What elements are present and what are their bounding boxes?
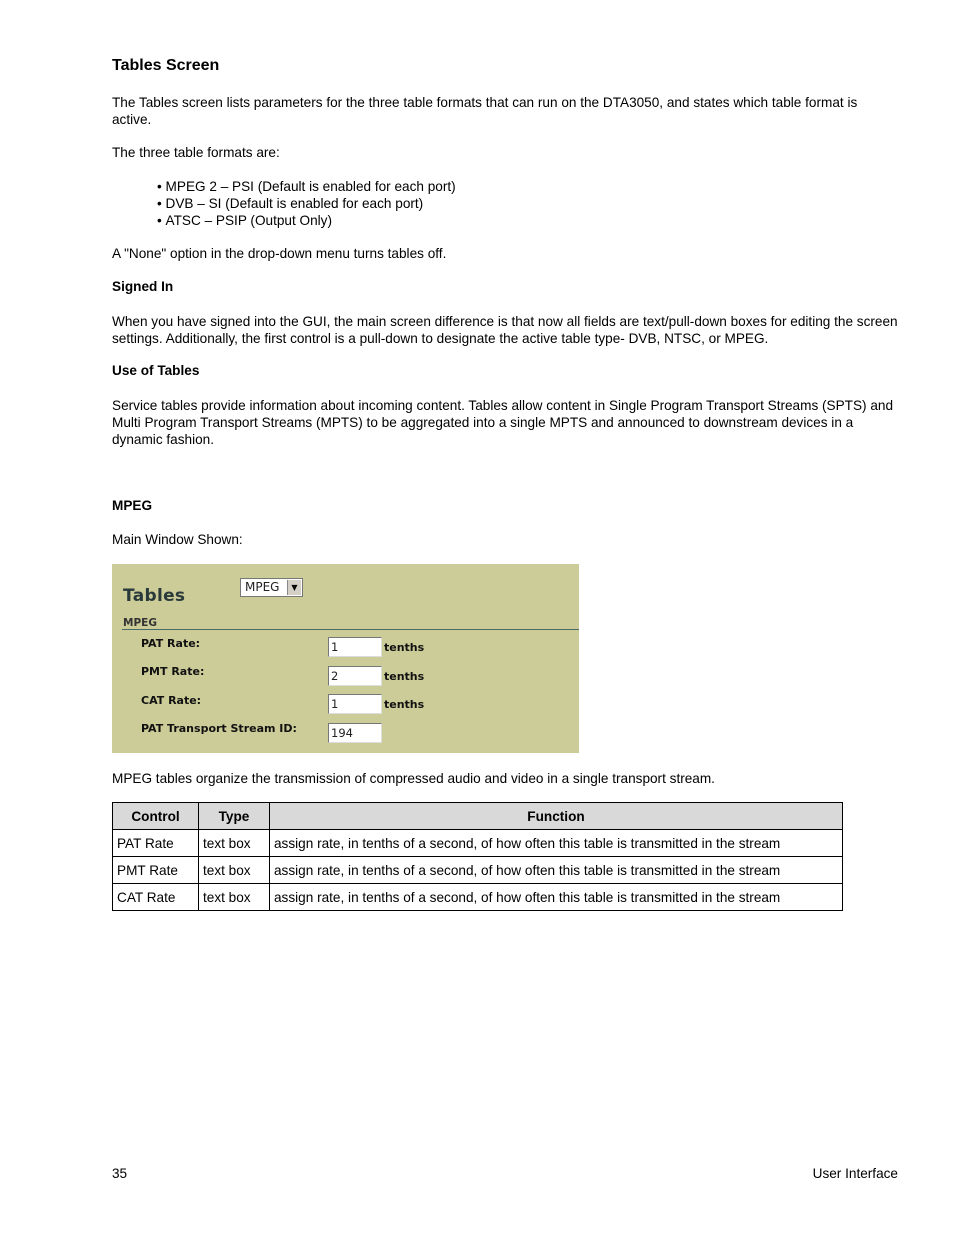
table-row: [113, 884, 843, 911]
pmt-rate-label: PMT Rate:: [141, 665, 205, 678]
screenshot-section-label: MPEG: [123, 617, 157, 629]
tables-screenshot: [112, 564, 579, 753]
pat-transport-stream-id-input[interactable]: 194: [328, 723, 382, 743]
use-of-tables-heading: Use of Tables: [112, 363, 200, 378]
cat-rate-label: CAT Rate:: [141, 694, 202, 707]
pat-transport-stream-id-label: PAT Transport Stream ID:: [141, 722, 297, 735]
page-number: 35: [112, 1166, 128, 1181]
cell-type: text box: [199, 830, 270, 857]
chevron-down-icon[interactable]: ▼: [287, 580, 301, 595]
cell-function: assign rate, in tenths of a second, of how often this table is transmitted in the stream: [270, 857, 843, 884]
table-type-select[interactable]: [240, 578, 303, 597]
intro-paragraph: The Tables screen lists parameters for the three table formats that can run on the DTA3050, and states which table format is active.: [112, 95, 858, 127]
formats-list: [157, 178, 456, 229]
header-control: Control: [113, 803, 199, 830]
signed-in-paragraph: When you have signed into the GUI, the main screen difference is that now all fields are text/pull-down boxes for editing the screen settings. Additionally, the first control is a pull-down to designate the active table type- DVB, NTSC, or MPEG.: [112, 314, 898, 346]
table-header-row: [113, 803, 843, 830]
pat-rate-unit: tenths: [384, 641, 425, 654]
signed-in-heading: Signed In: [112, 279, 174, 294]
pat-rate-label: PAT Rate:: [141, 637, 201, 650]
cell-control: PMT Rate: [113, 857, 199, 884]
cell-function: assign rate, in tenths of a second, of how often this table is transmitted in the stream: [270, 884, 843, 911]
section-divider: [122, 629, 579, 630]
header-function: Function: [270, 803, 843, 830]
use-of-tables-paragraph: Service tables provide information about incoming content. Tables allow content in Single Program Transport Streams (SPTS) and Multi Program Transport Streams (MPTS) to be aggregated into a single MPTS and announced to downstream devices in a dynamic fashion.: [112, 398, 894, 447]
controls-table: [112, 802, 843, 911]
select-value: MPEG: [245, 580, 280, 594]
mpeg-description: MPEG tables organize the transmission of compressed audio and video in a single transport stream.: [112, 771, 715, 786]
cat-rate-unit: tenths: [384, 698, 425, 711]
cell-control: PAT Rate: [113, 830, 199, 857]
cell-control: CAT Rate: [113, 884, 199, 911]
footer-section: User Interface: [812, 1166, 898, 1181]
table-row: [113, 830, 843, 857]
cell-function: assign rate, in tenths of a second, of how often this table is transmitted in the stream: [270, 830, 843, 857]
cell-type: text box: [199, 857, 270, 884]
formats-intro: The three table formats are:: [112, 145, 280, 160]
cat-rate-input[interactable]: 1: [328, 694, 382, 714]
list-item: • MPEG 2 – PSI (Default is enabled for each port): [157, 178, 456, 195]
none-note: A "None" option in the drop-down menu turns tables off.: [112, 246, 447, 261]
list-item: • DVB – SI (Default is enabled for each port): [157, 195, 456, 212]
cell-type: text box: [199, 884, 270, 911]
screenshot-title: Tables: [123, 586, 186, 606]
mpeg-caption: Main Window Shown:: [112, 532, 243, 547]
page-title: Tables Screen: [112, 57, 220, 74]
list-item: • ATSC – PSIP (Output Only): [157, 212, 456, 229]
pmt-rate-input[interactable]: 2: [328, 666, 382, 686]
header-type: Type: [199, 803, 270, 830]
mpeg-heading: MPEG: [112, 498, 153, 513]
table-row: [113, 857, 843, 884]
pat-rate-input[interactable]: 1: [328, 637, 382, 657]
pmt-rate-unit: tenths: [384, 670, 425, 683]
